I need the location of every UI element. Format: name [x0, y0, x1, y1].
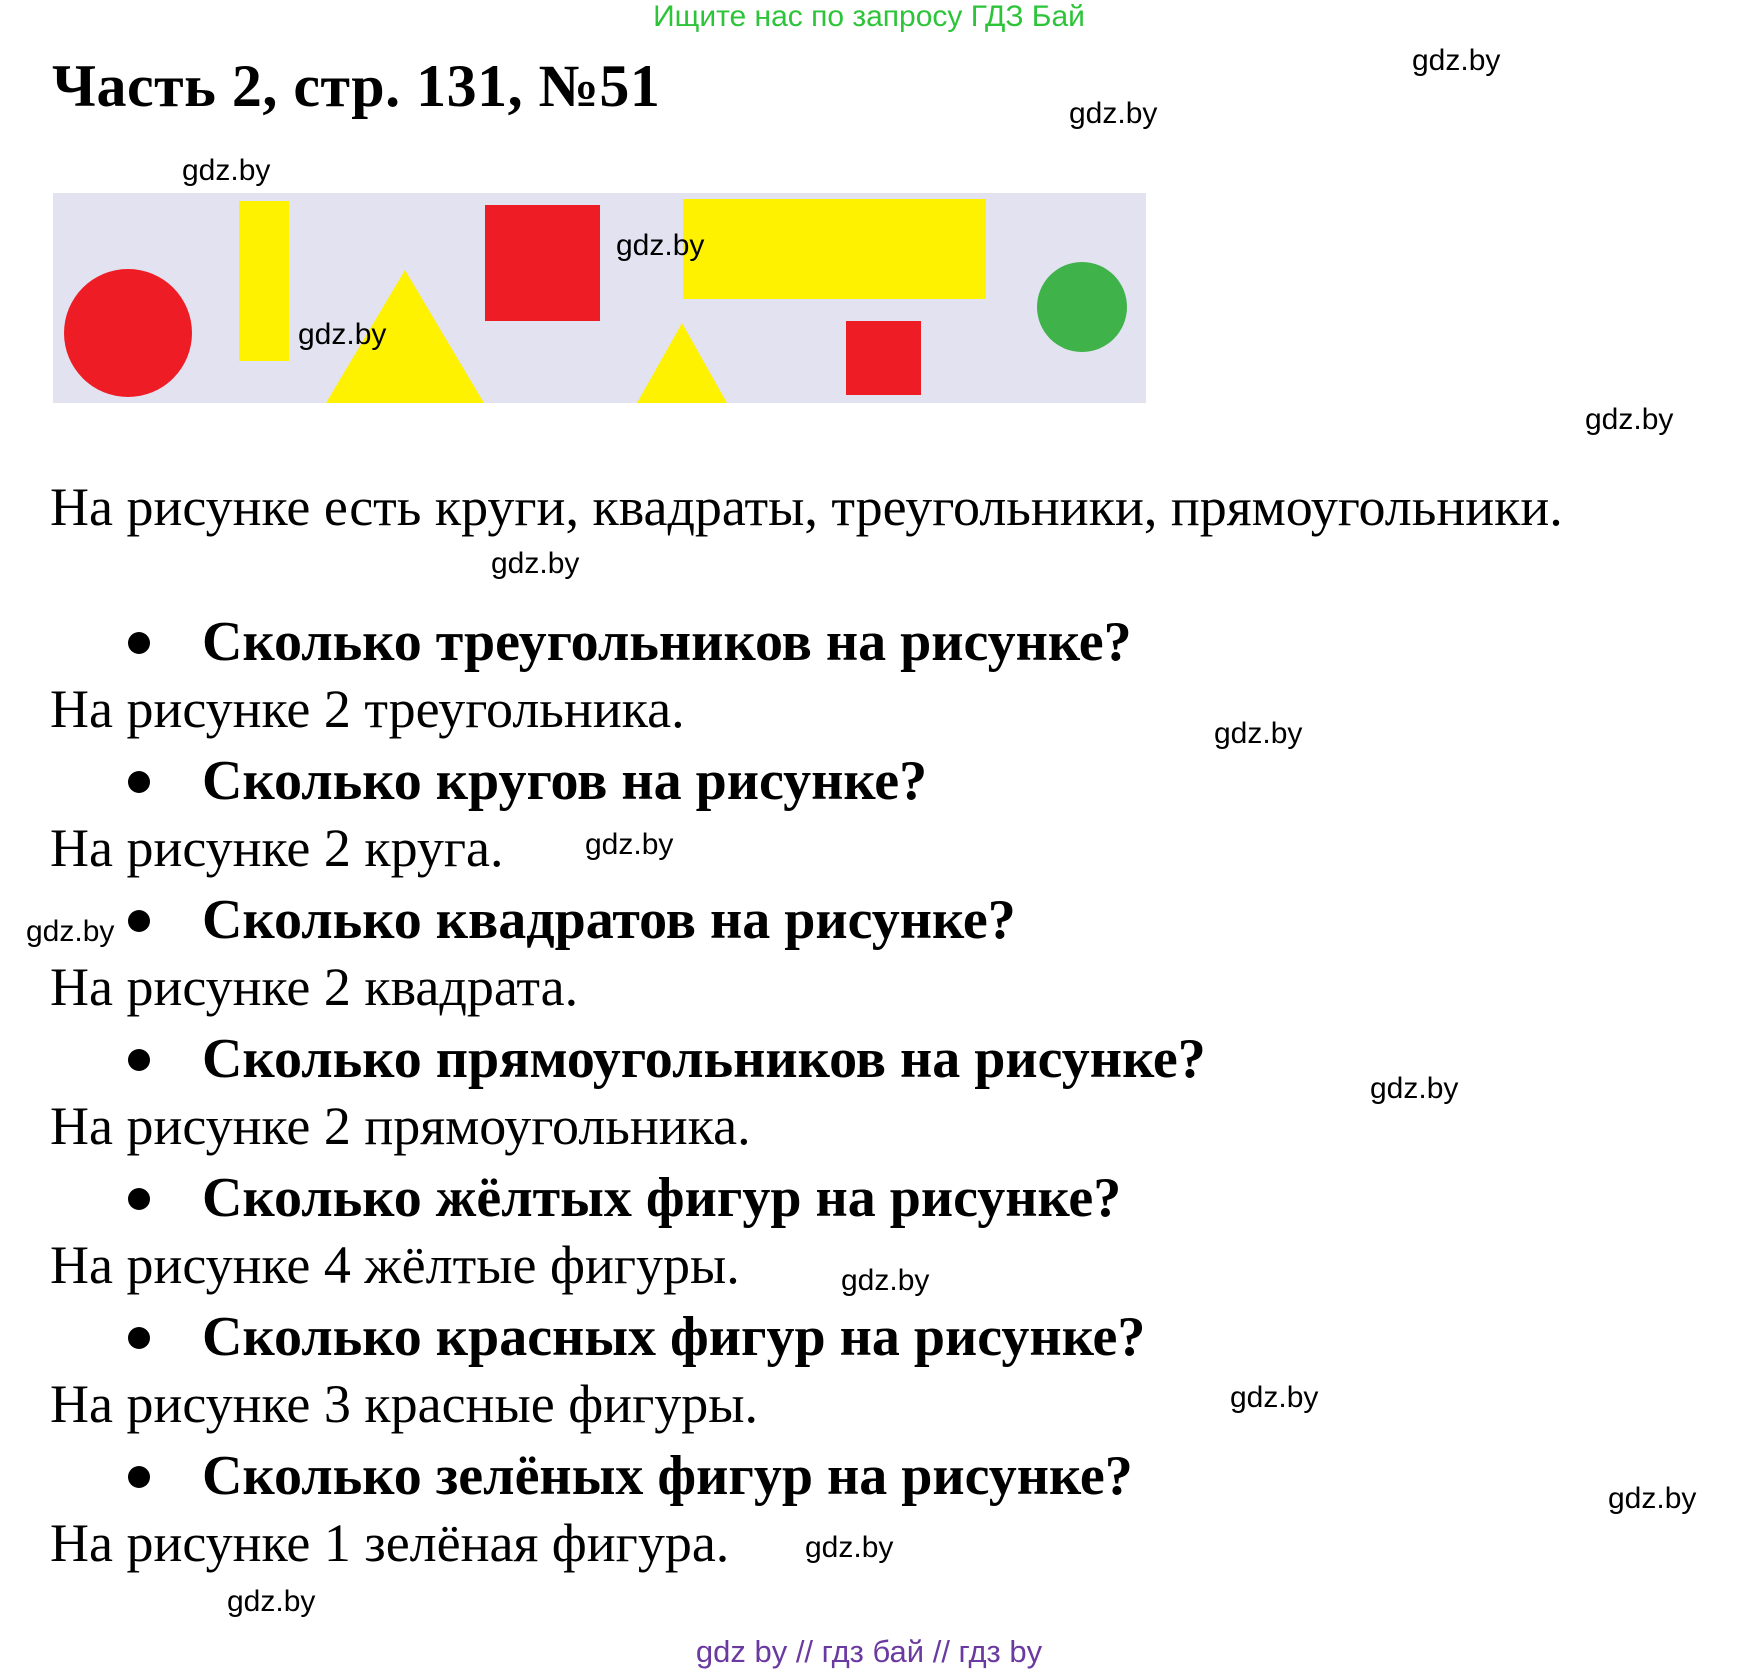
question-text: Сколько зелёных фигур на рисунке?: [202, 1445, 1133, 1507]
question-text: Сколько треугольников на рисунке?: [202, 611, 1132, 673]
questions-list: [0, 610, 1738, 1583]
watermark: gdz.by: [298, 318, 387, 351]
watermark: gdz.by: [1230, 1381, 1319, 1414]
bullet-icon: [128, 632, 150, 654]
list-item: [0, 888, 1738, 1027]
answer-text: На рисунке 2 квадрата.: [50, 957, 579, 1017]
bullet-icon: [128, 1188, 150, 1210]
watermark: gdz.by: [585, 828, 674, 861]
bullet-icon: [128, 1466, 150, 1488]
answer-text: На рисунке 1 зелёная фигура.: [50, 1513, 730, 1573]
answer-text: На рисунке 2 треугольника.: [50, 679, 685, 739]
list-item: [0, 610, 1738, 749]
watermark: gdz.by: [1370, 1072, 1459, 1105]
red-circle: [64, 269, 192, 397]
answer-text: На рисунке 2 круга.: [50, 818, 504, 878]
red-square-small: [846, 321, 921, 395]
question-text: Сколько квадратов на рисунке?: [202, 889, 1016, 951]
shapes-svg: [53, 193, 1146, 403]
watermark: gdz.by: [1069, 97, 1158, 130]
intro-text: На рисунке есть круги, квадраты, треугольники, прямоугольники.: [50, 477, 1563, 537]
answer-text: На рисунке 2 прямоугольника.: [50, 1096, 751, 1156]
answer-text: На рисунке 3 красные фигуры.: [50, 1374, 759, 1434]
watermark: gdz.by: [616, 229, 705, 262]
question-text: Сколько кругов на рисунке?: [202, 750, 928, 812]
watermark: gdz.by: [1585, 403, 1674, 436]
list-item: [0, 1027, 1738, 1166]
answer-text: На рисунке 4 жёлтые фигуры.: [50, 1235, 740, 1295]
bullet-icon: [128, 1049, 150, 1071]
search-banner: Ищите нас по запросу ГДЗ Бай: [653, 0, 1085, 33]
watermark: gdz.by: [805, 1531, 894, 1564]
question-text: Сколько жёлтых фигур на рисунке?: [202, 1167, 1122, 1229]
list-item: [0, 1305, 1738, 1444]
question-text: Сколько прямоугольников на рисунке?: [202, 1028, 1206, 1090]
watermark: gdz.by: [26, 915, 115, 948]
footer-links: gdz by // гдз бай // гдз by: [695, 1634, 1043, 1669]
watermark: gdz.by: [227, 1585, 316, 1618]
bullet-icon: [128, 1327, 150, 1349]
watermark: gdz.by: [1412, 44, 1501, 77]
watermark: gdz.by: [841, 1264, 930, 1297]
yellow-triangle-small: [637, 323, 727, 403]
bullet-icon: [128, 910, 150, 932]
red-square-large: [485, 205, 600, 321]
watermark: gdz.by: [491, 547, 580, 580]
watermark: gdz.by: [182, 154, 271, 187]
watermark: gdz.by: [1608, 1482, 1697, 1515]
yellow-rectangle-horizontal: [683, 199, 986, 299]
yellow-rectangle-vertical: [239, 201, 289, 361]
bullet-icon: [128, 771, 150, 793]
list-item: [0, 749, 1738, 888]
watermark: gdz.by: [1214, 717, 1303, 750]
question-text: Сколько красных фигур на рисунке?: [202, 1306, 1146, 1368]
shapes-figure: [53, 193, 1146, 403]
page-title: Часть 2, стр. 131, №51: [52, 53, 661, 119]
green-circle: [1037, 262, 1127, 352]
